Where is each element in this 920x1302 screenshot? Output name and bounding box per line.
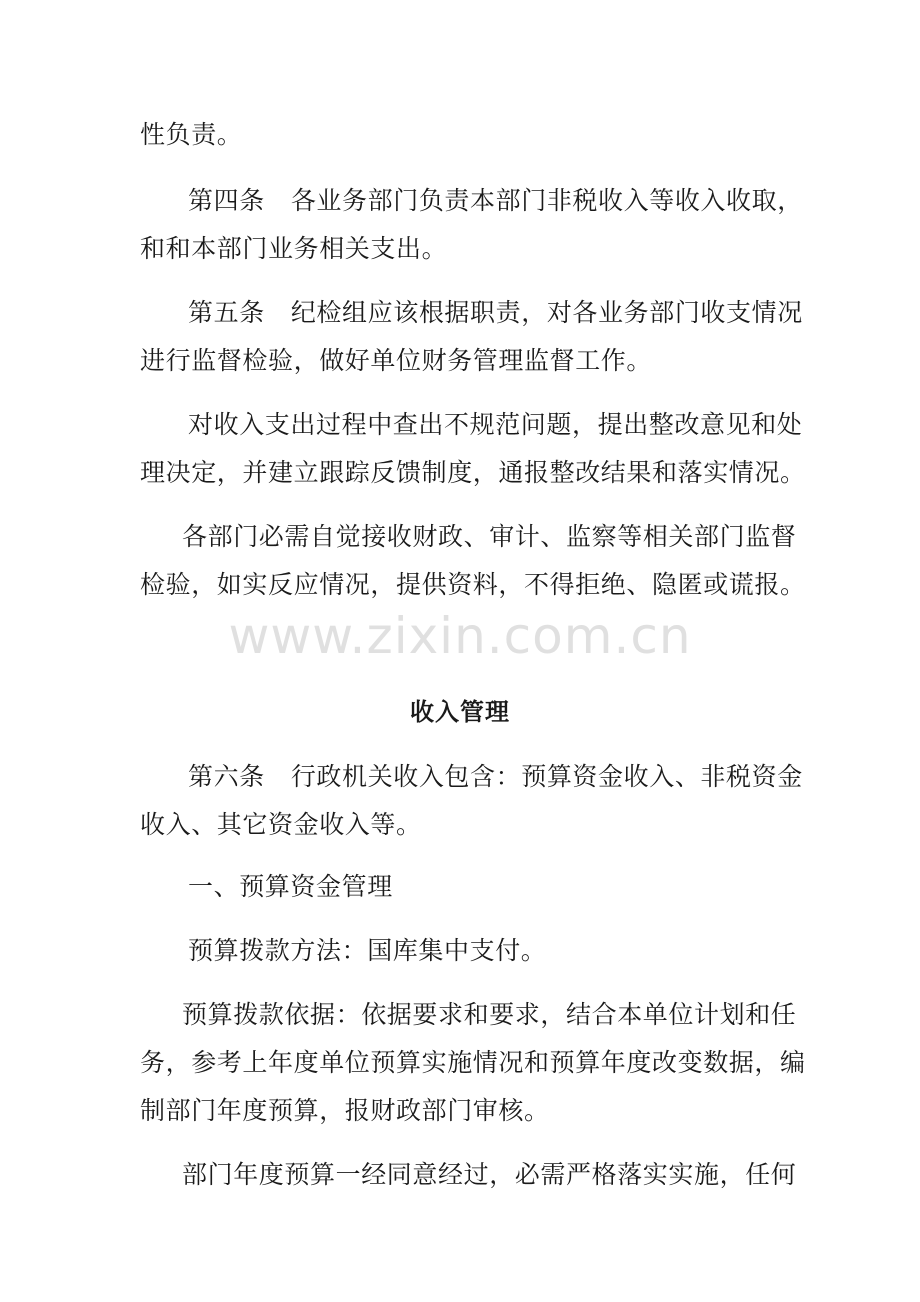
text-span: 各业务部门负责本部门非税收入等收入收取， xyxy=(290,186,803,215)
text-line: 对收入支出过程中查出不规范问题，提出整改意见和处 xyxy=(188,410,803,439)
text-line: 预算拨款方法：国库集中支付。 xyxy=(188,936,547,965)
article-line xyxy=(188,184,803,218)
text-line: 收入、其它资金收入等。 xyxy=(140,810,422,839)
section-heading: 收入管理 xyxy=(410,697,510,726)
text-span: 行政机关收入包含：预算资金收入、非税资金 xyxy=(290,762,803,791)
text-span: 纪检组应该根据职责，对各业务部门收支情况 xyxy=(290,298,803,327)
text-line: 和和本部门业务相关支出。 xyxy=(140,234,448,263)
text-line: 检验，如实反应情况，提供资料，不得拒绝、隐匿或谎报。 xyxy=(140,570,806,599)
subheading-line: 一、预算资金管理 xyxy=(188,872,393,901)
text-line: 性负责。 xyxy=(140,120,243,149)
text-line: 务，参考上年度单位预算实施情况和预算年度改变数据，编 xyxy=(140,1048,806,1077)
watermark: www.zixin.com.cn xyxy=(228,607,692,665)
article-number: 第五条 xyxy=(188,298,265,327)
article-line xyxy=(188,760,803,794)
text-line: 进行监督检验，做好单位财务管理监督工作。 xyxy=(140,346,653,375)
text-line: 理决定，并建立跟踪反馈制度，通报整改结果和落实情况。 xyxy=(140,458,806,487)
text-line: 各部门必需自觉接收财政、审计、监察等相关部门监督 xyxy=(182,522,797,551)
article-number: 第六条 xyxy=(188,762,265,791)
article-number: 第四条 xyxy=(188,186,265,215)
text-line: 制部门年度预算，报财政部门审核。 xyxy=(140,1096,550,1125)
text-line: 部门年度预算一经同意经过，必需严格落实实施，任何 xyxy=(182,1160,797,1189)
text-line: 预算拨款依据：依据要求和要求，结合本单位计划和任 xyxy=(182,1000,797,1029)
article-line xyxy=(188,296,803,330)
